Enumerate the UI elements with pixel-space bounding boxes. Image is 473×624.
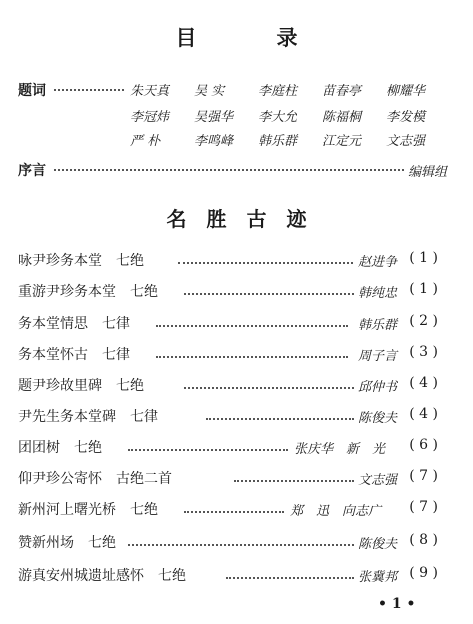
dot-leader <box>54 168 404 171</box>
entry-title: 务本堂情思 七律 <box>18 316 130 332</box>
toc-entry[interactable] <box>18 250 438 272</box>
entry-title: 仰尹珍公寄怀 古绝二首 <box>18 471 172 487</box>
entry-page: ( 2 ) <box>409 313 438 329</box>
page-title <box>0 22 473 52</box>
inscriber-name: 朱天真 <box>130 84 170 99</box>
inscriber-name: 陈福桐 <box>322 110 362 125</box>
entry-page: ( 9 ) <box>409 565 438 581</box>
entry-author: 韩乐群 <box>358 318 398 333</box>
entry-page: ( 6 ) <box>409 437 438 453</box>
entry-page: ( 8 ) <box>409 532 438 548</box>
dot-leader <box>178 262 353 264</box>
section-title-char: 名 <box>166 207 187 231</box>
entry-author: 郑 迅 向志广 <box>290 504 382 519</box>
inscriber-name: 吴强华 <box>194 110 234 125</box>
toc-entry[interactable] <box>18 313 438 335</box>
entry-title: 务本堂怀古 七律 <box>18 347 130 363</box>
section-title <box>0 203 473 232</box>
inscriber-name: 吴 实 <box>194 84 225 99</box>
entry-author: 张冀邦 <box>358 570 398 585</box>
entry-page: ( 7 ) <box>409 468 438 484</box>
dot-leader <box>184 511 284 513</box>
section-title-char: 迹 <box>286 207 307 231</box>
inscriber-name: 苗春亭 <box>322 84 362 99</box>
inscriber-name: 柳耀华 <box>386 84 426 99</box>
toc-entry[interactable] <box>18 532 438 554</box>
entry-title: 团团树 七绝 <box>18 440 102 456</box>
inscription-names-row-3 <box>130 130 450 149</box>
section-title-char: 胜 <box>206 207 227 231</box>
toc-entry[interactable] <box>18 375 438 397</box>
entry-title: 赞新州场 七绝 <box>18 535 116 551</box>
entry-author: 赵进争 <box>358 255 398 270</box>
entry-author: 陈俊夫 <box>358 537 398 552</box>
inscriber-name: 文志强 <box>386 134 426 149</box>
dot-leader <box>184 293 354 295</box>
toc-entry[interactable] <box>18 468 438 490</box>
inscriber-name: 严 朴 <box>130 134 161 149</box>
inscriber-name: 李发模 <box>386 110 426 125</box>
page-title-char: 目 <box>175 25 197 50</box>
entry-title: 题尹珍故里碑 七绝 <box>18 378 144 394</box>
toc-entry[interactable] <box>18 281 438 303</box>
entry-author: 邱仲书 <box>358 380 398 395</box>
entry-title: 尹先生务本堂碑 七律 <box>18 409 158 425</box>
entry-author: 韩纯忠 <box>358 286 398 301</box>
dot-leader <box>128 449 288 451</box>
entry-page: ( 1 ) <box>409 281 438 297</box>
inscriber-name: 江定元 <box>322 134 362 149</box>
dot-leader <box>184 387 354 389</box>
entry-title: 新州河上曙光桥 七绝 <box>18 502 158 518</box>
dot-leader <box>54 88 124 91</box>
dot-leader <box>226 577 354 579</box>
inscription-names-row-2 <box>130 106 450 125</box>
section-title-char: 古 <box>246 207 267 231</box>
toc-entry[interactable] <box>18 499 438 521</box>
entry-page: ( 4 ) <box>409 375 438 391</box>
entry-author: 文志强 <box>358 473 398 488</box>
entry-page: ( 7 ) <box>409 499 438 515</box>
entry-page: ( 1 ) <box>409 250 438 266</box>
dot-leader <box>206 418 354 420</box>
entry-author: 周子言 <box>358 349 398 364</box>
preface-editor: 编辑组 <box>408 165 448 180</box>
dot-leader <box>128 544 354 546</box>
entry-page: ( 4 ) <box>409 406 438 422</box>
dot-leader <box>156 325 348 327</box>
inscriber-name: 韩乐群 <box>258 134 298 149</box>
inscriber-name: 李冠炜 <box>130 110 170 125</box>
inscription-names-row-1 <box>130 80 450 99</box>
page-number: • 1 • <box>378 596 416 612</box>
toc-entry[interactable] <box>18 406 438 428</box>
entry-title: 咏尹珍务本堂 七绝 <box>18 253 144 269</box>
inscription-label: 题词 <box>18 83 46 99</box>
dot-leader <box>234 480 354 482</box>
inscriber-name: 李大允 <box>258 110 298 125</box>
entry-title: 重游尹珍务本堂 七绝 <box>18 284 158 300</box>
entry-title: 游真安州城遗址感怀 七绝 <box>18 568 186 584</box>
dot-leader <box>156 356 348 358</box>
page-title-char: 录 <box>276 25 298 50</box>
inscriber-name: 李庭柱 <box>258 84 298 99</box>
entry-author: 张庆华 新 光 <box>294 442 386 457</box>
toc-entry[interactable] <box>18 344 438 366</box>
toc-entry[interactable] <box>18 437 438 459</box>
entry-author: 陈俊夫 <box>358 411 398 426</box>
inscriber-name: 李鸣峰 <box>194 134 234 149</box>
entry-page: ( 3 ) <box>409 344 438 360</box>
preface-label: 序言 <box>18 163 46 179</box>
toc-entry[interactable] <box>18 565 438 587</box>
